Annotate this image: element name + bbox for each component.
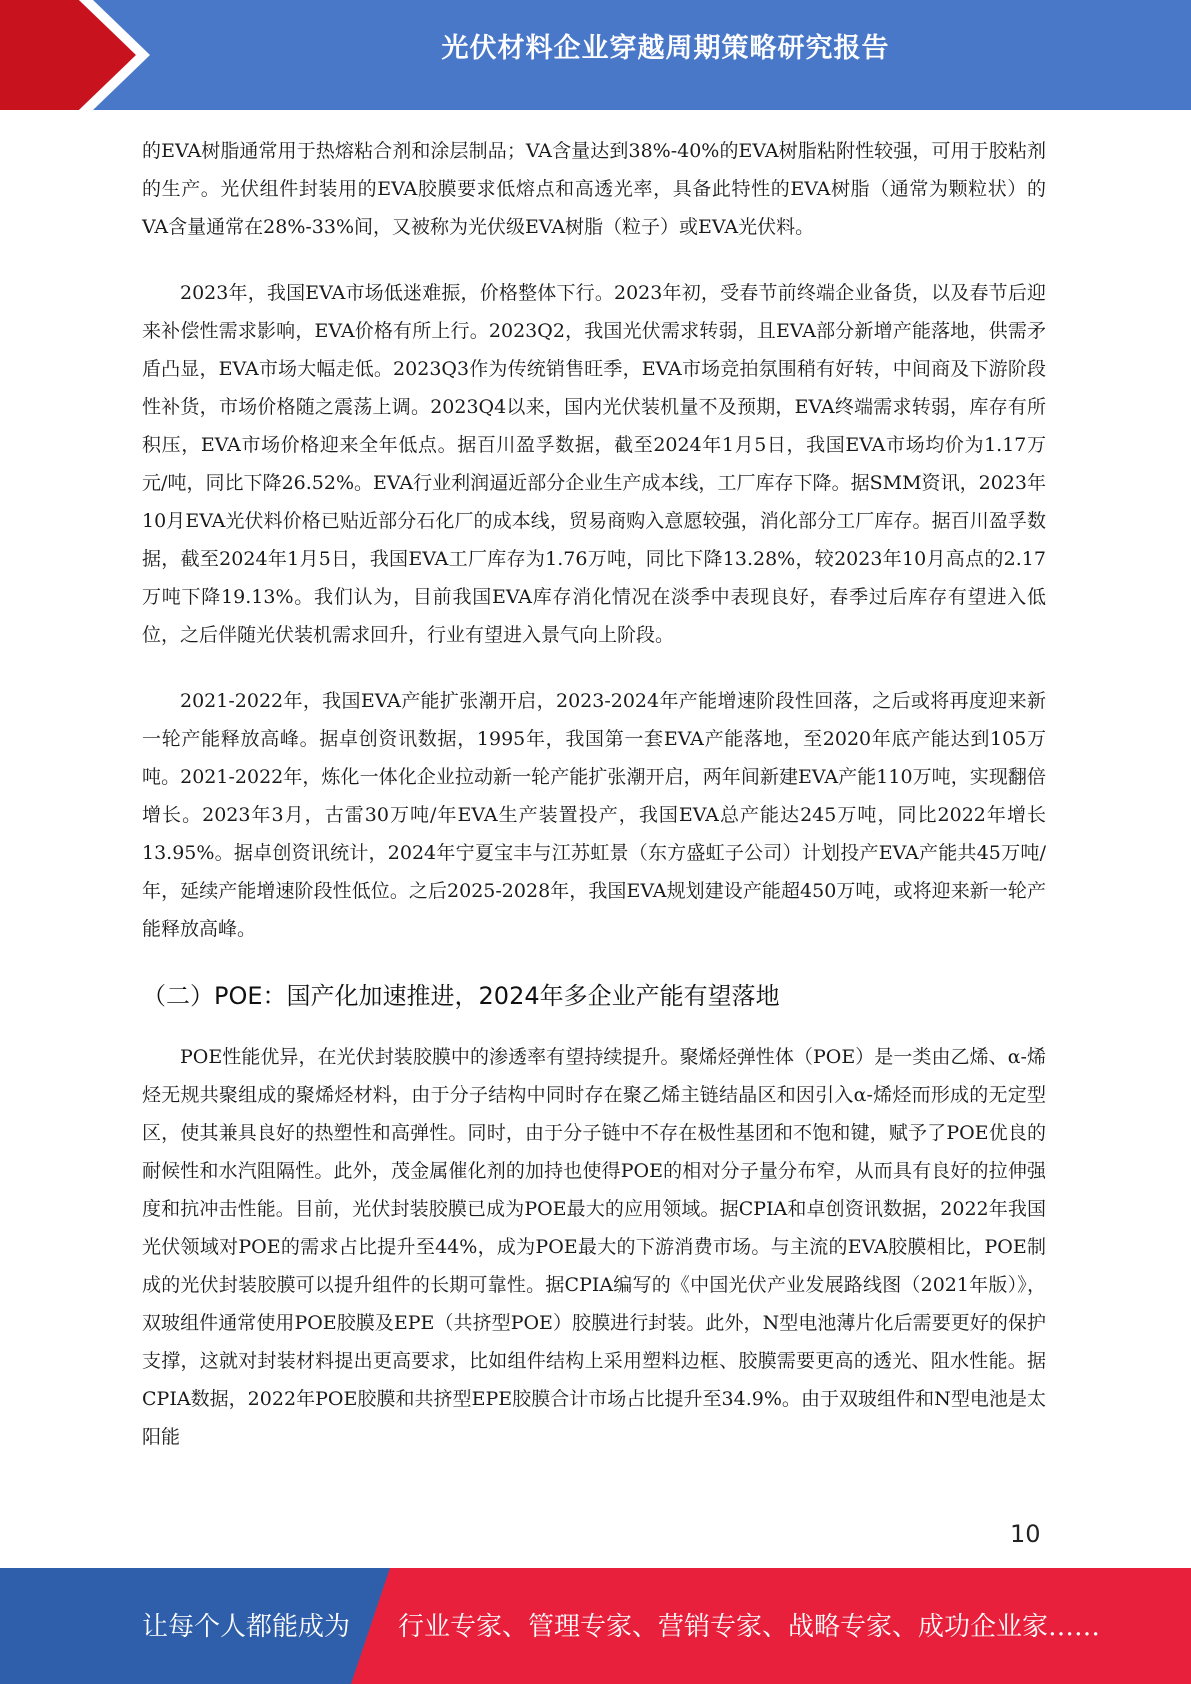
page-body xyxy=(142,132,1046,1484)
header-arrow-icon xyxy=(0,0,136,110)
report-title: 光伏材料企业穿越周期策略研究报告 xyxy=(441,33,890,64)
paragraph-eva-resin-types: 的EVA树脂通常用于热熔粘合剂和涂层制品；VA含量达到38%-40%的EVA树脂粘附性较强，可用于胶粘剂的生产。光伏组件封装用的EVA胶膜要求低熔点和高透光率，具备此特性的EVA树脂（通常为颗粒状）的VA含量通常在28%-33%间，又被称为光伏级EVA树脂（粒子）或EVA光伏料。 xyxy=(142,140,1046,238)
section-heading-poe: （二）POE：国产化加速推进，2024年多企业产能有望落地 xyxy=(142,982,780,1010)
paragraph-eva-market-2023: 2023年，我国EVA市场低迷难振，价格整体下行。2023年初，受春节前终端企业备货，以及春节后迎来补偿性需求影响，EVA价格有所上行。2023Q2，我国光伏需求转弱，且EVA部分新增产能落地，供需矛盾凸显，EVA市场大幅走低。2023Q3作为传统销售旺季，EVA市场竞拍氛围稍有好转，中间商及下游阶段性补货，市场价格随之震荡上调。2023Q4以来，国内光伏装机量不及预期，EVA终端需求转弱，库存有所积压，EVA市场价格迎来全年低点。据百川盈孚数据，截至2024年1月5日，我国EVA市场均价为1.17万元/吨，同比下降26.52%。EVA行业利润逼近部分企业生产成本线，工厂库存下降。据SMM资讯，2023年10月EVA光伏料价格已贴近部分石化厂的成本线，贸易商购入意愿较强，消化部分工厂库存。据百川盈孚数据，截至2024年1月5日，我国EVA工厂库存为1.76万吨，同比下降13.28%，较2023年10月高点的2.17万吨下降19.13%。我们认为，目前我国EVA库存消化情况在淡季中表现良好，春季过后库存有望进入低位，之后伴随光伏装机需求回升，行业有望进入景气向上阶段。 xyxy=(142,282,1046,646)
paragraph-eva-capacity: 2021-2022年，我国EVA产能扩张潮开启，2023-2024年产能增速阶段性回落，之后或将再度迎来新一轮产能释放高峰。据卓创资讯数据，1995年，我国第一套EVA产能落地，至2020年底产能达到105万吨。2021-2022年，炼化一体化企业拉动新一轮产能扩张潮开启，两年间新建EVA产能110万吨，实现翻倍增长。2023年3月，古雷30万吨/年EVA生产装置投产，我国EVA总产能达245万吨，同比2022年增长13.95%。据卓创资讯统计，2024年宁夏宝丰与江苏虹景（东方盛虹子公司）计划投产EVA产能共45万吨/年，延续产能增速阶段性低位。之后2025-2028年，我国EVA规划建设产能超450万吨，或将迎来新一轮产能释放高峰。 xyxy=(142,690,1046,940)
page-number: 10 xyxy=(1010,1520,1041,1548)
page-footer xyxy=(0,1568,1191,1684)
page-header xyxy=(0,0,1191,110)
paragraph-poe-performance: POE性能优异，在光伏封装胶膜中的渗透率有望持续提升。聚烯烃弹性体（POE）是一类由乙烯、α-烯烃无规共聚组成的聚烯烃材料，由于分子结构中同时存在聚乙烯主链结晶区和因引入α-烯烃而形成的无定型区，使其兼具良好的热塑性和高弹性。同时，由于分子链中不存在极性基团和不饱和键，赋予了POE优良的耐候性和水汽阻隔性。此外，茂金属催化剂的加持也使得POE的相对分子量分布窄，从而具有良好的拉伸强度和抗冲击性能。目前，光伏封装胶膜已成为POE最大的应用领域。据CPIA和卓创资讯数据，2022年我国光伏领域对POE的需求占比提升至44%，成为POE最大的下游消费市场。与主流的EVA胶膜相比，POE制成的光伏封装胶膜可以提升组件的长期可靠性。据CPIA编写的《中国光伏产业发展路线图（2021年版）》，双玻组件通常使用POE胶膜及EPE（共挤型POE）胶膜进行封装。此外，N型电池薄片化后需要更好的保护支撑，这就对封装材料提出更高要求，比如组件结构上采用塑料边框、胶膜需要更高的透光、阻水性能。据CPIA数据，2022年POE胶膜和共挤型EPE胶膜合计市场占比提升至34.9%。由于双玻组件和N型电池是太阳能 xyxy=(142,1046,1046,1448)
footer-slogan-left: 让每个人都能成为 xyxy=(142,1612,351,1642)
footer-slogan-right: 行业专家、管理专家、营销专家、战略专家、成功企业家…… xyxy=(398,1612,1101,1642)
